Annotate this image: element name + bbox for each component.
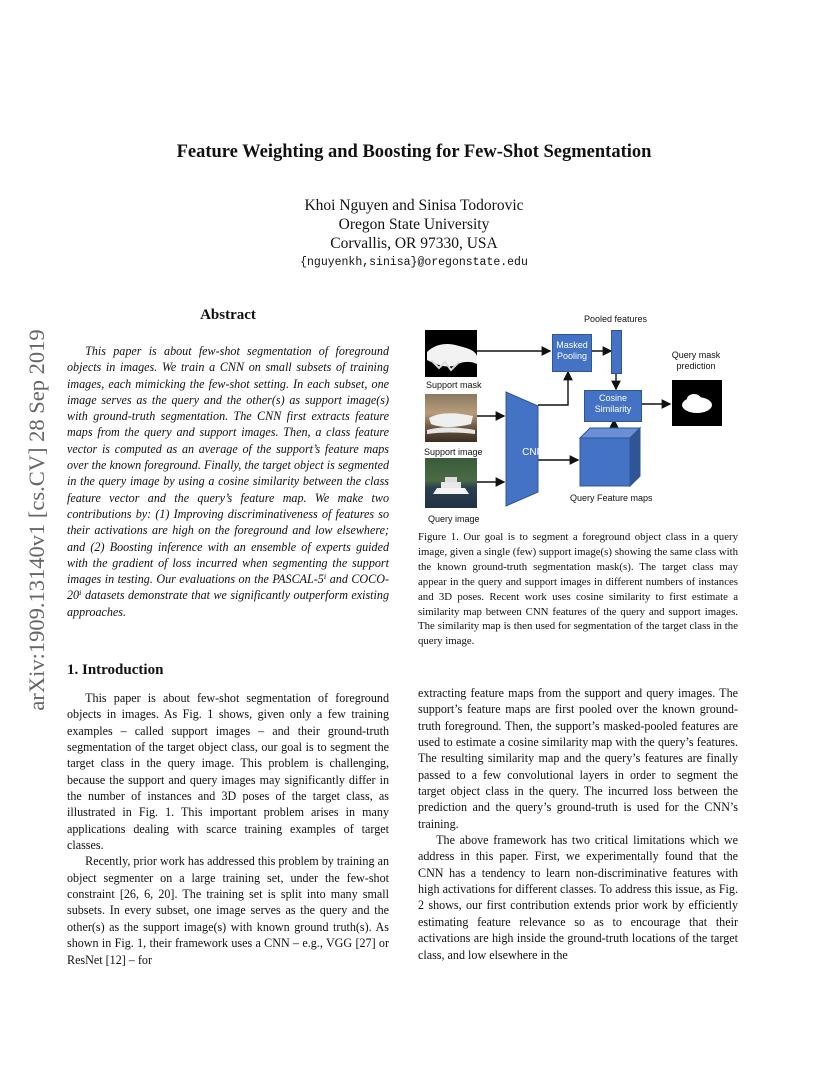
arxiv-identifier — [22, 285, 52, 755]
arxiv-id-text: arXiv:1909.13140v1 [cs.CV] 28 Sep 2019 — [24, 329, 49, 711]
paper-title: Feature Weighting and Boosting for Few-Shot Segmentation — [176, 142, 652, 162]
masked-pooling-label: Masked Pooling — [556, 340, 588, 361]
address: Corvallis, OR 97330, USA — [330, 235, 498, 252]
support-mask-image — [425, 330, 477, 377]
support-image-label: Support image — [424, 447, 483, 457]
cnn-label: CNN — [522, 447, 544, 458]
affiliation: Oregon State University — [338, 216, 490, 233]
author-names: Khoi Nguyen and Sinisa Todorovic — [304, 197, 524, 214]
author-block — [0, 196, 828, 253]
query-image — [425, 458, 477, 508]
query-mask-prediction-label: Query mask prediction — [671, 350, 721, 371]
pooled-features-label: Pooled features — [584, 314, 648, 324]
query-feature-maps-cube — [580, 428, 640, 486]
figure-1 — [418, 310, 738, 528]
author-email: {nguyenkh,sinisa}@oregonstate.edu — [300, 256, 528, 269]
figure-1-caption: Figure 1. Our goal is to segment a foreground object class in a query image, given a single (few) support image(s) showing the same class with the known ground-truth segmentation mask(s). The target class may appear in the query and support images in different numbers of instances and 3D poses. Recent work uses cosine similarity to first estimate a similarity map between CNN features of the query and support images. The similarity map is then used for segmentation of the target class in the query image. — [418, 531, 738, 648]
intro-paragraph-4: The above framework has two critical limitations which we address in this paper. First, we experimentally found that the CNN has a tendency to learn non-discriminative features with high activations for different classes. To address this issue, as Fig. 2 shows, our first contribution extends prior work by efficiently estimating feature relevance so as to encourage that their activations are high inside the ground-truth locations of the target class, and low elsewhere in the — [418, 833, 738, 962]
cosine-similarity-label: Cosine Similarity — [594, 393, 632, 414]
arrow-cnn-to-pooling — [538, 372, 568, 405]
support-image — [425, 394, 477, 442]
query-image-label: Query image — [428, 514, 480, 524]
introduction-heading: 1. Introduction — [67, 662, 164, 678]
intro-paragraph-1: This paper is about few-shot segmentation of foreground objects in images. As Fig. 1 shows, given only a few training examples – called support images – and their ground-truth segmentation of the target object class, our goal is to segment the target class in the query image. This problem is challenging, because the support and query images may significantly differ in the number of instances and 3D poses of the target class, as illustrated in Fig. 1. This important problem arises in many applications dealing with scarce training examples of target classes. — [67, 691, 389, 853]
intro-paragraph-3: extracting feature maps from the support and query images. The support’s feature maps are first pooled over the known ground-truth foreground. Then, the support’s masked-pooled features are used to estimate a cosine similarity map with the query’s features. The resulting similarity map and the query’s features are finally passed to a few convolutional layers in order to segment the target object class in the query. The incurred loss between the prediction and the query’s ground-truth is used for the CNN’s training. — [418, 686, 738, 831]
abstract-heading: Abstract — [200, 307, 256, 323]
introduction-left-column — [67, 690, 389, 968]
abstract-text: This paper is about few-shot segmentation of foreground objects in images. We train a CNN on small subsets of training images, each mimicking the few-shot setting. In each subset, one image serves as the query and the other(s) as support image(s) with ground-truth segmentation. The CNN first extracts feature maps from the query and support images. Then, a class feature vector is computed as an average of the support’s feature maps over the known foreground. Finally, the target object is segmented in the query image by using a cosine similarity between the class feature vector and the query’s feature map. We make two contributions by: (1) Improving discriminativeness of features so their activations are high on the foreground and low elsewhere; and (2) Boosting inference with an ensemble of experts guided with the gradient of loss incurred when segmenting the support images in testing. Our evaluations on the PASCAL-5ⁱ and COCO-20ⁱ datasets demonstrate that we significantly outperform existing approaches. — [67, 344, 389, 619]
intro-paragraph-2: Recently, prior work has addressed this problem by training an object segmenter on a large training set, under the few-shot constraint [26, 6, 20]. The training set is split into many small subsets. In every subset, one image serves as the query and the other(s) as the support image(s) with known ground truth(s). As shown in Fig. 1, their framework uses a CNN – e.g., VGG [27] or ResNet [12] – for — [67, 854, 389, 967]
query-feature-maps-label: Query Feature maps — [570, 493, 653, 503]
query-mask-prediction-image — [672, 380, 722, 426]
support-mask-label: Support mask — [426, 380, 482, 390]
pooled-features-bar — [611, 330, 622, 374]
introduction-right-column — [418, 685, 738, 963]
